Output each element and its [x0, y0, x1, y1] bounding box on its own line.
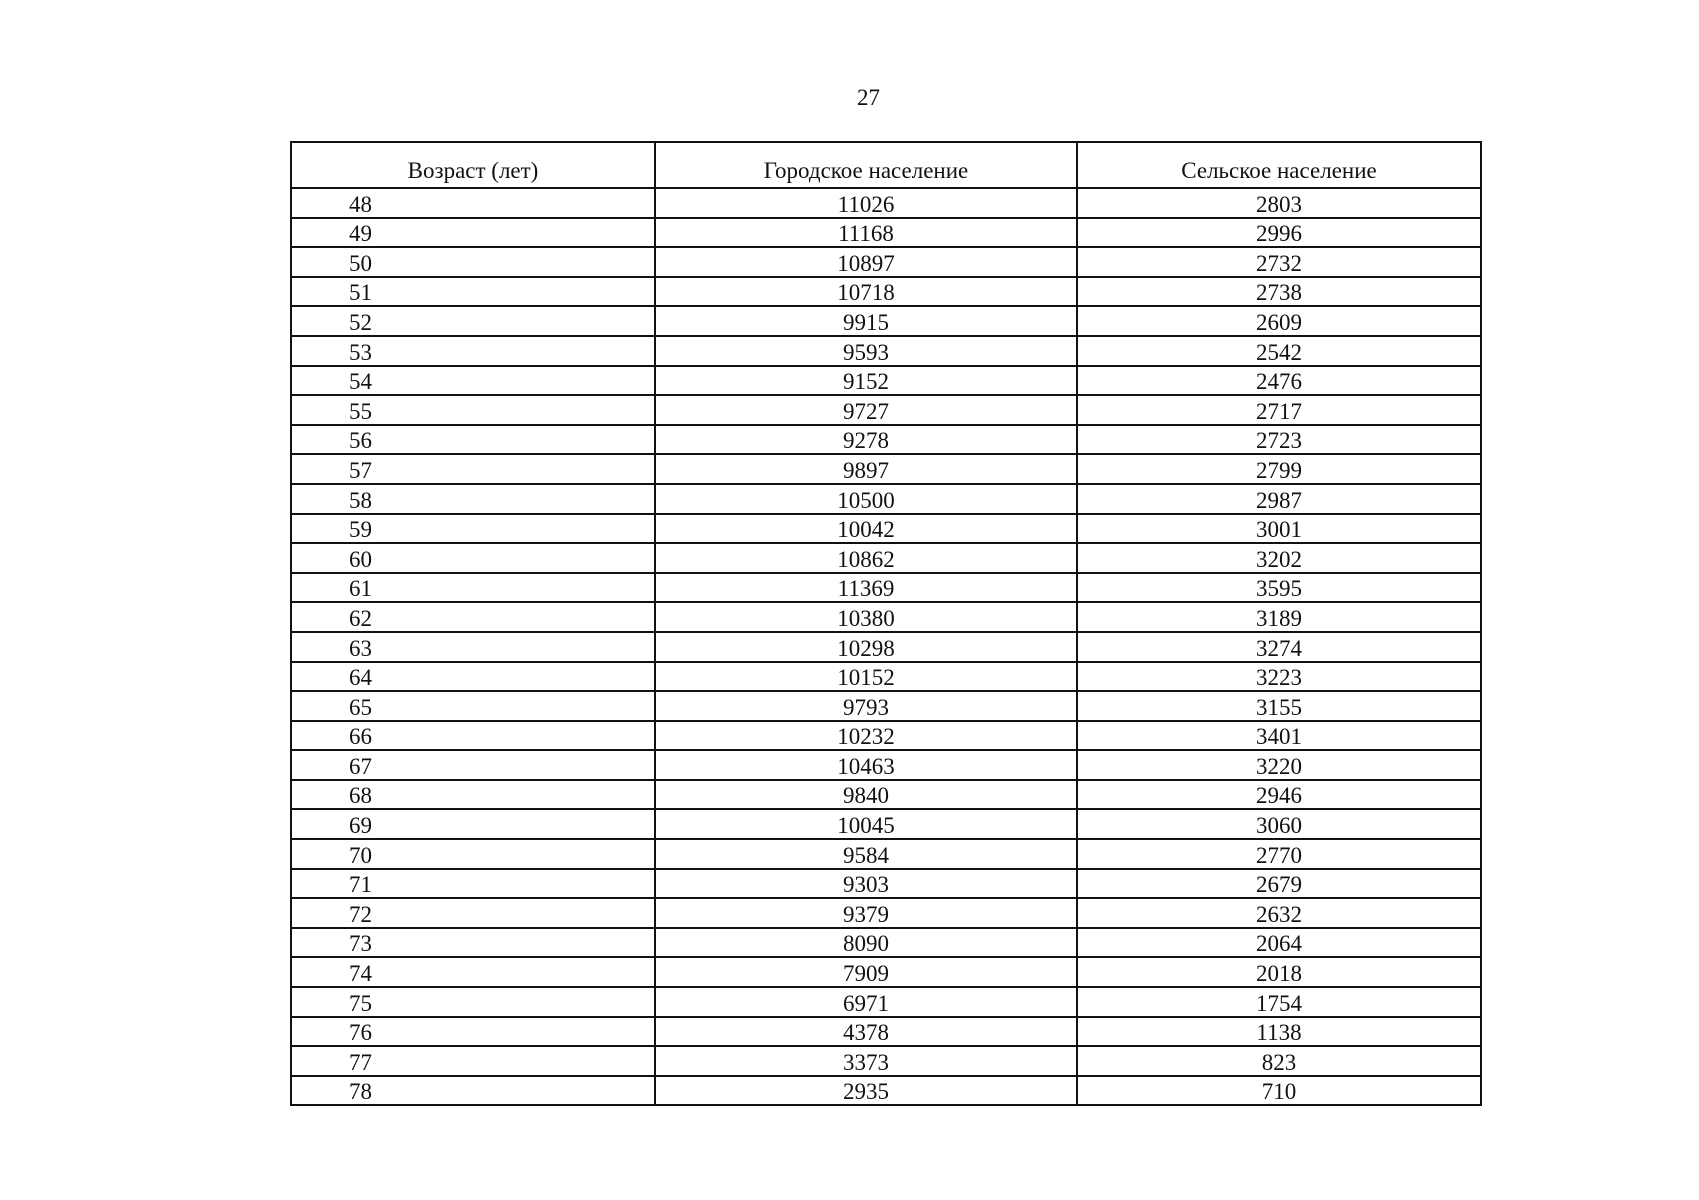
urban-population-cell: 9303 [655, 869, 1077, 899]
table-row [291, 839, 1481, 869]
table-row [291, 277, 1481, 307]
rural-population-cell: 3223 [1077, 662, 1481, 692]
age-cell: 65 [291, 691, 655, 721]
rural-population-cell: 3274 [1077, 632, 1481, 662]
age-cell: 52 [291, 306, 655, 336]
urban-population-cell: 11369 [655, 573, 1077, 603]
rural-population-cell: 2946 [1077, 780, 1481, 810]
table-row [291, 247, 1481, 277]
rural-population-cell: 2476 [1077, 366, 1481, 396]
table-row [291, 662, 1481, 692]
table-row [291, 218, 1481, 248]
urban-population-cell: 10718 [655, 277, 1077, 307]
age-cell: 55 [291, 395, 655, 425]
table-row [291, 691, 1481, 721]
rural-population-cell: 2996 [1077, 218, 1481, 248]
age-cell: 76 [291, 1017, 655, 1047]
table-row [291, 573, 1481, 603]
urban-population-cell: 2935 [655, 1076, 1077, 1106]
table-row [291, 928, 1481, 958]
table-row [291, 987, 1481, 1017]
table-row [291, 1046, 1481, 1076]
urban-population-cell: 8090 [655, 928, 1077, 958]
rural-population-cell: 2732 [1077, 247, 1481, 277]
age-cell: 77 [291, 1046, 655, 1076]
rural-population-cell: 2770 [1077, 839, 1481, 869]
age-cell: 53 [291, 336, 655, 366]
rural-population-cell: 3401 [1077, 721, 1481, 751]
table-row [291, 898, 1481, 928]
urban-population-cell: 9152 [655, 366, 1077, 396]
table-row [291, 809, 1481, 839]
age-cell: 49 [291, 218, 655, 248]
age-cell: 72 [291, 898, 655, 928]
urban-population-cell: 4378 [655, 1017, 1077, 1047]
urban-population-cell: 10298 [655, 632, 1077, 662]
age-cell: 63 [291, 632, 655, 662]
urban-population-cell: 9840 [655, 780, 1077, 810]
rural-population-cell: 2609 [1077, 306, 1481, 336]
age-cell: 61 [291, 573, 655, 603]
age-cell: 57 [291, 454, 655, 484]
table-row [291, 454, 1481, 484]
age-cell: 56 [291, 425, 655, 455]
header-urban-population: Городское население [655, 142, 1077, 188]
table-row [291, 395, 1481, 425]
table-row [291, 869, 1481, 899]
table-row [291, 602, 1481, 632]
table-row [291, 188, 1481, 218]
table-body [291, 188, 1481, 1105]
table-row [291, 366, 1481, 396]
urban-population-cell: 10500 [655, 484, 1077, 514]
age-cell: 66 [291, 721, 655, 751]
urban-population-cell: 6971 [655, 987, 1077, 1017]
rural-population-cell: 3189 [1077, 602, 1481, 632]
age-cell: 59 [291, 514, 655, 544]
urban-population-cell: 10897 [655, 247, 1077, 277]
table-row [291, 1017, 1481, 1047]
urban-population-cell: 10862 [655, 543, 1077, 573]
age-cell: 70 [291, 839, 655, 869]
table-header [291, 142, 1481, 188]
header-rural-population: Сельское население [1077, 142, 1481, 188]
age-cell: 50 [291, 247, 655, 277]
table-row [291, 750, 1481, 780]
rural-population-cell: 710 [1077, 1076, 1481, 1106]
rural-population-cell: 823 [1077, 1046, 1481, 1076]
rural-population-cell: 2799 [1077, 454, 1481, 484]
urban-population-cell: 9593 [655, 336, 1077, 366]
rural-population-cell: 2542 [1077, 336, 1481, 366]
rural-population-cell: 3060 [1077, 809, 1481, 839]
urban-population-cell: 9793 [655, 691, 1077, 721]
age-cell: 48 [291, 188, 655, 218]
urban-population-cell: 10042 [655, 514, 1077, 544]
urban-population-cell: 9584 [655, 839, 1077, 869]
urban-population-cell: 10380 [655, 602, 1077, 632]
urban-population-cell: 10045 [655, 809, 1077, 839]
age-cell: 58 [291, 484, 655, 514]
table-row [291, 632, 1481, 662]
table-row [291, 336, 1481, 366]
table-row [291, 721, 1481, 751]
urban-population-cell: 10232 [655, 721, 1077, 751]
age-cell: 54 [291, 366, 655, 396]
urban-population-cell: 9278 [655, 425, 1077, 455]
rural-population-cell: 2987 [1077, 484, 1481, 514]
table-row [291, 306, 1481, 336]
urban-population-cell: 3373 [655, 1046, 1077, 1076]
rural-population-cell: 1754 [1077, 987, 1481, 1017]
rural-population-cell: 3202 [1077, 543, 1481, 573]
header-row [291, 142, 1481, 188]
table-row [291, 957, 1481, 987]
urban-population-cell: 11168 [655, 218, 1077, 248]
urban-population-cell: 10463 [655, 750, 1077, 780]
population-table [290, 141, 1482, 1106]
page-number: 27 [857, 85, 880, 110]
rural-population-cell: 2723 [1077, 425, 1481, 455]
table-row [291, 1076, 1481, 1106]
urban-population-cell: 9727 [655, 395, 1077, 425]
age-cell: 75 [291, 987, 655, 1017]
rural-population-cell: 2632 [1077, 898, 1481, 928]
age-cell: 62 [291, 602, 655, 632]
rural-population-cell: 2064 [1077, 928, 1481, 958]
age-cell: 51 [291, 277, 655, 307]
rural-population-cell: 3001 [1077, 514, 1481, 544]
age-cell: 74 [291, 957, 655, 987]
table-row [291, 543, 1481, 573]
rural-population-cell: 1138 [1077, 1017, 1481, 1047]
age-cell: 64 [291, 662, 655, 692]
rural-population-cell: 2018 [1077, 957, 1481, 987]
table-row [291, 425, 1481, 455]
rural-population-cell: 3220 [1077, 750, 1481, 780]
table-row [291, 514, 1481, 544]
rural-population-cell: 2717 [1077, 395, 1481, 425]
urban-population-cell: 9897 [655, 454, 1077, 484]
table-row [291, 484, 1481, 514]
rural-population-cell: 3155 [1077, 691, 1481, 721]
urban-population-cell: 9379 [655, 898, 1077, 928]
age-cell: 73 [291, 928, 655, 958]
header-age: Возраст (лет) [291, 142, 655, 188]
urban-population-cell: 11026 [655, 188, 1077, 218]
age-cell: 68 [291, 780, 655, 810]
age-cell: 69 [291, 809, 655, 839]
age-cell: 78 [291, 1076, 655, 1106]
urban-population-cell: 9915 [655, 306, 1077, 336]
table-row [291, 780, 1481, 810]
rural-population-cell: 3595 [1077, 573, 1481, 603]
rural-population-cell: 2679 [1077, 869, 1481, 899]
age-cell: 67 [291, 750, 655, 780]
rural-population-cell: 2738 [1077, 277, 1481, 307]
age-cell: 60 [291, 543, 655, 573]
urban-population-cell: 10152 [655, 662, 1077, 692]
urban-population-cell: 7909 [655, 957, 1077, 987]
rural-population-cell: 2803 [1077, 188, 1481, 218]
age-cell: 71 [291, 869, 655, 899]
